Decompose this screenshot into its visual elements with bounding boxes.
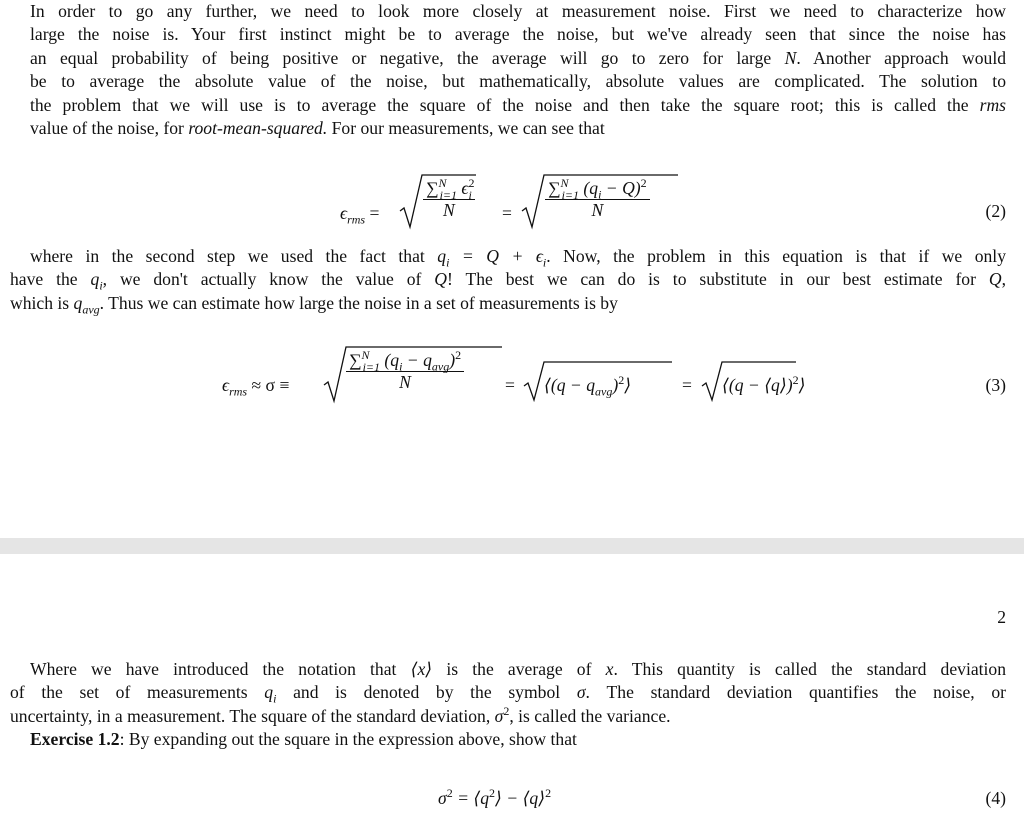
equation-number: (3) — [985, 375, 1006, 395]
text-line: value of the noise, for root-mean-squared. For our measurements, we can see that — [30, 118, 605, 139]
equation-4 — [0, 778, 1024, 818]
math-var: N — [784, 47, 797, 68]
eq3-right-expression: ⟨(q − ⟨q⟩)$^2$⟩ — [722, 373, 806, 395]
text-line: large the noise is. Your first instinct might be to average the noise, but we've already seen that since the noise has — [30, 24, 1006, 45]
exercise-label: Exercise 1.2 — [30, 729, 120, 750]
equation-number: (2) — [985, 201, 1006, 221]
rms-term: rms — [979, 94, 1006, 115]
text-line: where in the second step we used the fact that $q_i = Q + \epsilon_i$. Now, the problem in this equation is that if we only — [30, 246, 1006, 270]
eq3-fraction: ∑$^N_{i=1}$ $(q_i - q_{avg})^2$ N — [346, 350, 464, 393]
eq2-equals: = — [502, 203, 512, 223]
eq2-fraction-2: $\frac{\sum^N_{i=1} (q_i - Q)^2}{N}$ — [545, 178, 650, 221]
eq3-equals: = — [505, 375, 515, 395]
eq4-expression: $\sigma^2$ = $⟨q^2⟩$ − ⟨q⟩$^2$ — [438, 786, 552, 808]
paragraph-measurement-noise — [10, 0, 1006, 140]
text-line: have the $q_i$, we don't actually know the value of Q! The best we can do is to substitute in our best estimate for Q, — [10, 269, 1006, 293]
text-line: an equal probability of being positive or negative, the average will go to zero for large N. Another approach would — [30, 47, 1007, 68]
text-line: In order to go any further, we need to look more closely at measurement noise. First we need to characterize how — [30, 1, 1006, 21]
text-line: uncertainty, in a measurement. The square of the standard deviation, $\sigma^2$, is called the variance. — [10, 703, 671, 726]
eq3-equals-2: = — [682, 375, 692, 395]
equation-3 — [0, 348, 1024, 408]
exercise-line: Exercise 1.2: By expanding out the square in the expression above, show that — [30, 729, 577, 750]
eq3-lhs: $\epsilon_{rms} \approx \sigma$ ≡ — [222, 375, 290, 399]
text-line: of the set of measurements $q_i$ and is denoted by the symbol σ. The standard deviation quantifies the noise, or — [10, 682, 1006, 706]
eq3-middle-expression: ⟨(q − $q_{avg})^2⟩$ — [544, 373, 632, 399]
text-line: which is $q_{avg}$. Thus we can estimate how large the noise in a set of measurements is by — [10, 292, 618, 317]
page-number: 2 — [997, 607, 1006, 627]
eq2-fraction-1: $\frac{\sum^N_{i=1} \epsilon^2_i}{N}$ — [423, 178, 475, 221]
equation-2 — [0, 170, 1024, 230]
text-line: be to average the absolute value of the noise, but mathematically, absolute values are complicated. The solution to — [30, 71, 1006, 92]
text-line: the problem that we will use is to average the square of the noise and then take the square root; this is called the rms — [30, 94, 1006, 115]
equation-number: (4) — [985, 788, 1006, 808]
paragraph-substitution — [10, 245, 1006, 315]
term-root-mean-squared: root-mean-squared. — [188, 118, 328, 139]
page-separator — [0, 538, 1024, 554]
text-line: Where we have introduced the notation that ⟨x⟩ is the average of x. This quantity is called the standard deviation — [30, 659, 1007, 679]
eq2-lhs: $\epsilon_{rms}$ = — [340, 203, 380, 227]
paragraph-standard-deviation — [10, 658, 1006, 752]
